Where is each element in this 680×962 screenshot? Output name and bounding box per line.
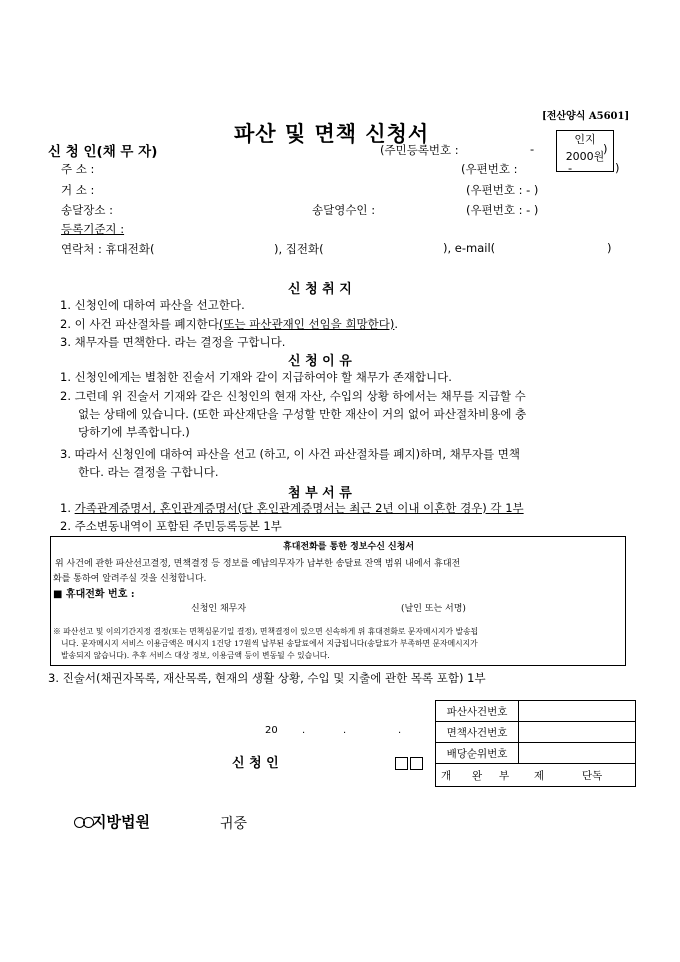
attachment-item-2: 2. 주소변동내역이 포함된 주민등록등본 1부 [60, 519, 282, 533]
residence-label: 거 소 : [61, 183, 95, 197]
delivery-postal: (우편번호 : - ) [466, 203, 539, 217]
case-row-label: 파산사건번호 [436, 701, 519, 722]
reason-item-2-line2: 없는 상태에 있습니다. (또한 파산재단을 구성할 만한 재산이 거의 없어 파산절차비용에 충 [78, 407, 527, 421]
delivery-recipient-label: 송달영수인 : [312, 203, 376, 217]
reason-item-2-line3: 당하기에 부족합니다.) [78, 425, 190, 439]
stamp-label: 인지 [574, 133, 596, 146]
case-number-table [435, 700, 636, 787]
court-name-text: 지방법원 [92, 813, 150, 831]
rrn-dash: - [530, 142, 535, 156]
case-row-label: 면책사건번호 [436, 722, 519, 743]
notice-title: 휴대전화를 통한 정보수신 신청서 [283, 542, 415, 552]
notice-seal: (날인 또는 서명) [401, 604, 466, 614]
reason-item-2-line1: 2. 그런데 위 진술서 기재와 같은 신청인의 현재 자산, 수입의 상황 하에서는 채무를 지급할 수 [60, 389, 526, 403]
closing-e: 단독 [582, 770, 603, 782]
table-row [436, 743, 636, 764]
court-suffix: 귀중 [220, 816, 248, 832]
delivery-label: 송달장소 : [61, 203, 113, 217]
notice-note-line3: 발송되지 않습니다). 추후 서비스 대상 정보, 이용금액 등이 변동될 수 있습니다. [61, 651, 330, 660]
contact-email-label: ), e-mail( [443, 241, 496, 255]
contact-label: 연락처 : 휴대전화( [61, 242, 155, 256]
registry-label: 등록기준지 : [61, 222, 125, 236]
contact-close: ) [607, 241, 612, 255]
notice-note-line1: ※ 파산선고 및 이의기간지정 결정(또는 면책심문기일 결정), 면책결정이 있으면 신속하게 위 휴대전화로 문자메시지가 발송됩 [53, 627, 479, 636]
attachments-heading: 첨 부 서 류 [288, 486, 352, 501]
date-dot-3: . [398, 725, 402, 736]
case-row-value [519, 722, 636, 743]
reason-item-3-line1: 3. 따라서 신청인에 대하여 파산을 선고 (하고, 이 사건 파산절차를 폐지)하며, 채무자를 면책 [60, 447, 520, 461]
table-row [436, 764, 636, 787]
case-row-label: 배당순위번호 [436, 743, 519, 764]
closing-c: 부 [499, 770, 510, 782]
reason-item-1: 1. 신청인에게는 별첨한 진술서 기재와 같이 지급하여야 할 채무가 존재합니다. [60, 370, 452, 384]
notice-signer: 신청인 채무자 [191, 604, 247, 614]
address-postal-close: ) [615, 161, 620, 175]
date-year: 20 [265, 725, 278, 736]
purpose-item-1: 1. 신청인에 대하여 파산을 선고한다. [60, 298, 245, 312]
purpose-item-2-end: . [394, 317, 399, 331]
purpose-heading: 신 청 취 지 [288, 282, 352, 297]
applicant-heading: 신 청 인(채 무 자) [48, 144, 158, 160]
attachment-item-3: 3. 진술서(채권자목록, 재산목록, 현재의 생활 상황, 수입 및 지출에 관한 목록 포함) 1부 [48, 671, 486, 685]
purpose-item-2 [60, 316, 398, 332]
case-row-value [519, 743, 636, 764]
attachment-item-1-text: 가족관계증명서, 혼인관계증명서(단 혼인관계증명서는 최근 2년 이내 이혼한 경우) 각 1부 [74, 501, 524, 515]
sms-notice-box [50, 536, 626, 666]
purpose-item-3: 3. 채무자를 면책한다. 라는 결정을 구합니다. [60, 335, 286, 349]
stamp-amount: 2000원 [565, 150, 605, 163]
residence-postal: (우편번호 : - ) [466, 183, 539, 197]
address-postal-label: (우편번호 : [461, 162, 518, 176]
attachment-item-1-prefix: 1. [60, 501, 75, 515]
purpose-item-2-text: 2. 이 사건 파산절차를 폐지한다 [60, 317, 219, 331]
attachment-item-1 [60, 500, 524, 516]
court-name [74, 811, 150, 832]
notice-body-line2: 화를 통하여 알려주실 것을 신청합니다. [53, 574, 207, 584]
seal-boxes [393, 753, 423, 772]
reason-heading: 신 청 이 유 [288, 354, 352, 369]
rrn-close: ) [603, 142, 608, 156]
notice-note-line2: 니다. 문자메시지 서비스 이용금액은 메시지 1건당 17원씩 납부된 송달료에서 지급됩니다(송달료가 부족하면 문자메시지가 [61, 639, 478, 648]
closing-b: 완 [472, 770, 483, 782]
page-title: 파산 및 면책 신청서 [234, 121, 430, 146]
address-label: 주 소 : [61, 162, 95, 176]
seal-box-1 [395, 757, 408, 770]
closing-d: 제 [534, 770, 545, 782]
date-dot-2: . [343, 725, 347, 736]
signature-label: 신 청 인 [232, 756, 279, 771]
rrn-label: (주민등록번호 : [380, 143, 459, 157]
table-row [436, 701, 636, 722]
seal-box-2 [410, 757, 423, 770]
table-row [436, 722, 636, 743]
case-row-value [519, 701, 636, 722]
notice-body-line1: 위 사건에 관한 파산선고결정, 면책결정 등 정보를 예납의무자가 납부한 송달료 잔액 범위 내에서 휴대전 [55, 559, 461, 569]
date-dot-1: . [302, 725, 306, 736]
address-postal-dash: - [568, 161, 573, 175]
form-code: [전산양식 A5601] [542, 111, 630, 122]
contact-home-label: ), 집전화( [274, 242, 324, 256]
phone-number-label: ■ 휴대전화 번호 : [53, 589, 135, 600]
reason-item-3-line2: 한다. 라는 결정을 구합니다. [78, 465, 219, 479]
closing-a: 개 [441, 770, 452, 782]
purpose-item-2-option: (또는 파산관재인 선임을 희망한다) [218, 317, 395, 331]
closing-row [436, 764, 636, 787]
